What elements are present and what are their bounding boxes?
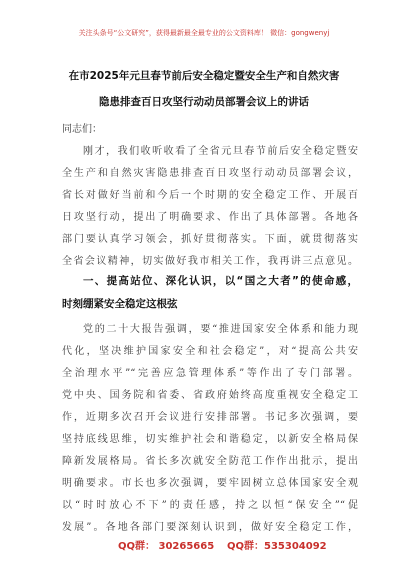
paragraph-line: 障新发展格局。省长多次就安全防范工作作出批示，提出: [62, 456, 358, 467]
paragraph-line: 刚才，我们收听收看了全省元旦春节前后安全稳定暨安: [83, 146, 358, 157]
document-title-line-2: 隐患排查百日攻坚行动动员部署会议上的讲话: [99, 96, 309, 108]
salutation: 同志们：: [62, 124, 102, 135]
paragraph-line: 作，近期多次召开会议进行安排部署。书记多次强调，要: [62, 412, 358, 423]
paragraph-line: 以“时时放心不下”的责任感，持之以恒“保安全”“促: [62, 500, 358, 511]
paragraph-line: 省长对做好当前和今后一个时期的安全稳定工作、开展百: [62, 190, 358, 201]
paragraph-line: 坚持底线思维，切实维护社会和谐稳定，以新安全格局保: [62, 434, 358, 445]
paragraph-line: 部门要认真学习领会，抓好贯彻落实。下面，就贯彻落实: [62, 234, 358, 245]
document-title-line-1: 在市2025年元旦春节前后安全稳定暨安全生产和自然灾害: [68, 70, 340, 82]
section-heading-line-2: 时刻绷紧安全稳定这根弦: [62, 298, 178, 310]
paragraph-line: 日攻坚行动，提出了明确要求、作出了具体部署。各地各: [62, 212, 358, 223]
paragraph-line: 明确要求。市长也多次强调，要牢固树立总体国家安全观: [62, 478, 358, 489]
paragraph-line: 全治理水平”“完善应急管理体系”等作出了专门部署。: [62, 368, 358, 379]
paragraph-line: 全省会议精神，切实做好我市相关工作，我再讲三点意见。: [62, 256, 358, 267]
section-heading-line-1: 一、提高站位、深化认识，以“国之大者”的使命感，: [83, 275, 358, 287]
header-banner: 关注头条号“公文研究”，获得最新最全最专业的公文资料库！ 微信：gongwenyj: [78, 29, 330, 37]
qq-group-2: QQ群：535304092: [227, 541, 327, 552]
qq-group-1: QQ群： 30265665: [118, 541, 215, 552]
paragraph-line: 党的二十大报告强调，要“推进国家安全体系和能力现: [83, 324, 358, 335]
paragraph-line: 全生产和自然灾害隐患排查百日攻坚行动动员部署会议，: [62, 168, 358, 179]
paragraph-line: 代化，坚决维护国家安全和社会稳定”，对“提高公共安: [62, 346, 358, 357]
paragraph-line: 党中央、国务院和省委、省政府始终高度重视安全稳定工: [62, 390, 358, 401]
paragraph-line: 发展”。各地各部门要深刻认识到，做好安全稳定工作，: [62, 522, 358, 533]
